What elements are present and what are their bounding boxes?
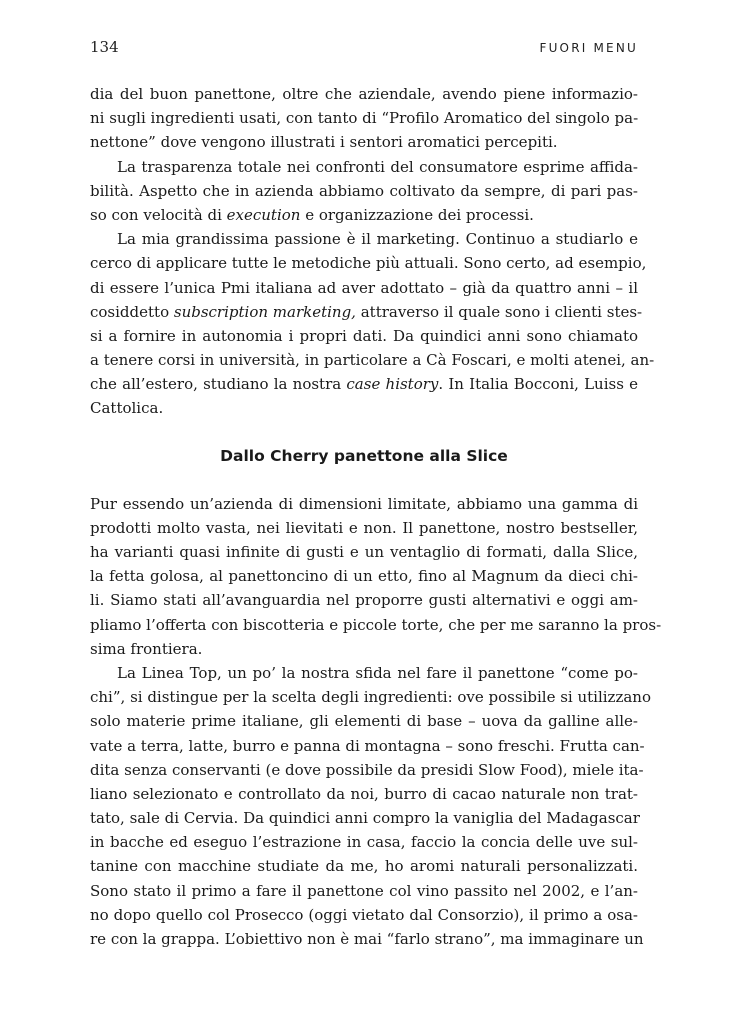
text-line: pliamo l’offerta con biscotteria e piccole torte, che per me saranno la pros- (90, 615, 662, 634)
text-line: ni sugli ingredienti usati, con tanto di “Profilo Aromatico del singolo pa- (90, 109, 639, 128)
paragraph (90, 155, 638, 228)
text-line: dita senza conservanti (e dove possibile da presidi Slow Food), miele ita- (90, 760, 644, 779)
section-heading: Dallo Cherry panettone alla Slice (220, 446, 508, 465)
text-line: La trasparenza totale nei confronti del consumatore esprime affida- (117, 157, 638, 176)
italic-term: execution (226, 205, 301, 224)
page-body (90, 82, 662, 951)
text-line: tato, sale di Cervia. Da quindici anni compro la vaniglia del Madagascar (90, 809, 640, 828)
paragraph (90, 492, 662, 661)
text-line: liano selezionato e controllato da noi, burro di cacao naturale non trat- (90, 784, 638, 803)
paragraph (90, 661, 651, 951)
text-line: sima frontiera. (90, 639, 203, 658)
paragraph (90, 82, 638, 155)
text-line: che all’estero, studiano la nostra case history. In Italia Bocconi, Luiss e (90, 375, 638, 394)
text-line: li. Siamo stati all’avanguardia nel proporre gusti alternativi e oggi am- (90, 591, 638, 610)
text-line: tanine con macchine studiate da me, ho aromi naturali personalizzati. (90, 857, 638, 876)
text-line: la fetta golosa, al panettoncino di un etto, fino al Magnum da dieci chi- (90, 567, 638, 586)
running-title: FUORI MENU (539, 41, 638, 55)
text-line: bilità. Aspetto che in azienda abbiamo coltivato da sempre, di pari pas- (90, 181, 638, 200)
text-line: si a fornire in autonomia i propri dati. Da quindici anni sono chiamato (90, 326, 638, 345)
text-line: no dopo quello col Prosecco (oggi vietato dal Consorzio), il primo a osa- (90, 905, 638, 924)
text-line: nettone” dove vengono illustrati i sentori aromatici percepiti. (90, 133, 558, 152)
text-line: re con la grappa. L’obiettivo non è mai “farlo strano”, ma immaginare un (90, 930, 644, 948)
text-line: cosiddetto subscription marketing, attraverso il quale sono i clienti stes- (90, 302, 643, 321)
italic-term: subscription marketing, (173, 302, 356, 321)
page-number: 134 (90, 38, 119, 56)
text-line: cerco di applicare tutte le metodiche più attuali. Sono certo, ad esempio, (90, 254, 647, 273)
text-line: Cattolica. (90, 399, 164, 418)
text-line: di essere l’unica Pmi italiana ad aver adottato – già da quattro anni – il (90, 278, 638, 297)
text-line: dia del buon panettone, oltre che aziendale, avendo piene informazio- (90, 85, 638, 103)
text-line: vate a terra, latte, burro e panna di montagna – sono freschi. Frutta can- (90, 736, 645, 755)
page-header (90, 38, 638, 56)
text-line: ha varianti quasi infinite di gusti e un ventaglio di formati, dalla Slice, (90, 543, 638, 561)
paragraph (90, 227, 655, 421)
text-line: solo materie prime italiane, gli elementi di base – uova da galline alle- (90, 712, 638, 731)
text-line: Sono stato il primo a fare il panettone col vino passito nel 2002, e l’an- (90, 881, 638, 900)
text-line: so con velocità di execution e organizzazione dei processi. (90, 205, 534, 224)
text-line: La mia grandissima passione è il marketing. Continuo a studiarlo e (117, 230, 638, 249)
text-line: in bacche ed eseguo l’estrazione in casa, faccio la concia delle uve sul- (90, 833, 638, 852)
text-line: chi”, si distingue per la scelta degli ingredienti: ove possibile si utilizzano (90, 688, 651, 707)
text-line: a tenere corsi in università, in particolare a Cà Foscari, e molti atenei, an- (90, 351, 655, 370)
italic-term: case history (346, 375, 439, 394)
text-line: La Linea Top, un po’ la nostra sfida nel fare il panettone “come po- (117, 663, 638, 682)
text-line: Pur essendo un’azienda di dimensioni limitate, abbiamo una gamma di (90, 494, 638, 513)
text-line: prodotti molto vasta, nei lievitati e non. Il panettone, nostro bestseller, (90, 518, 638, 537)
